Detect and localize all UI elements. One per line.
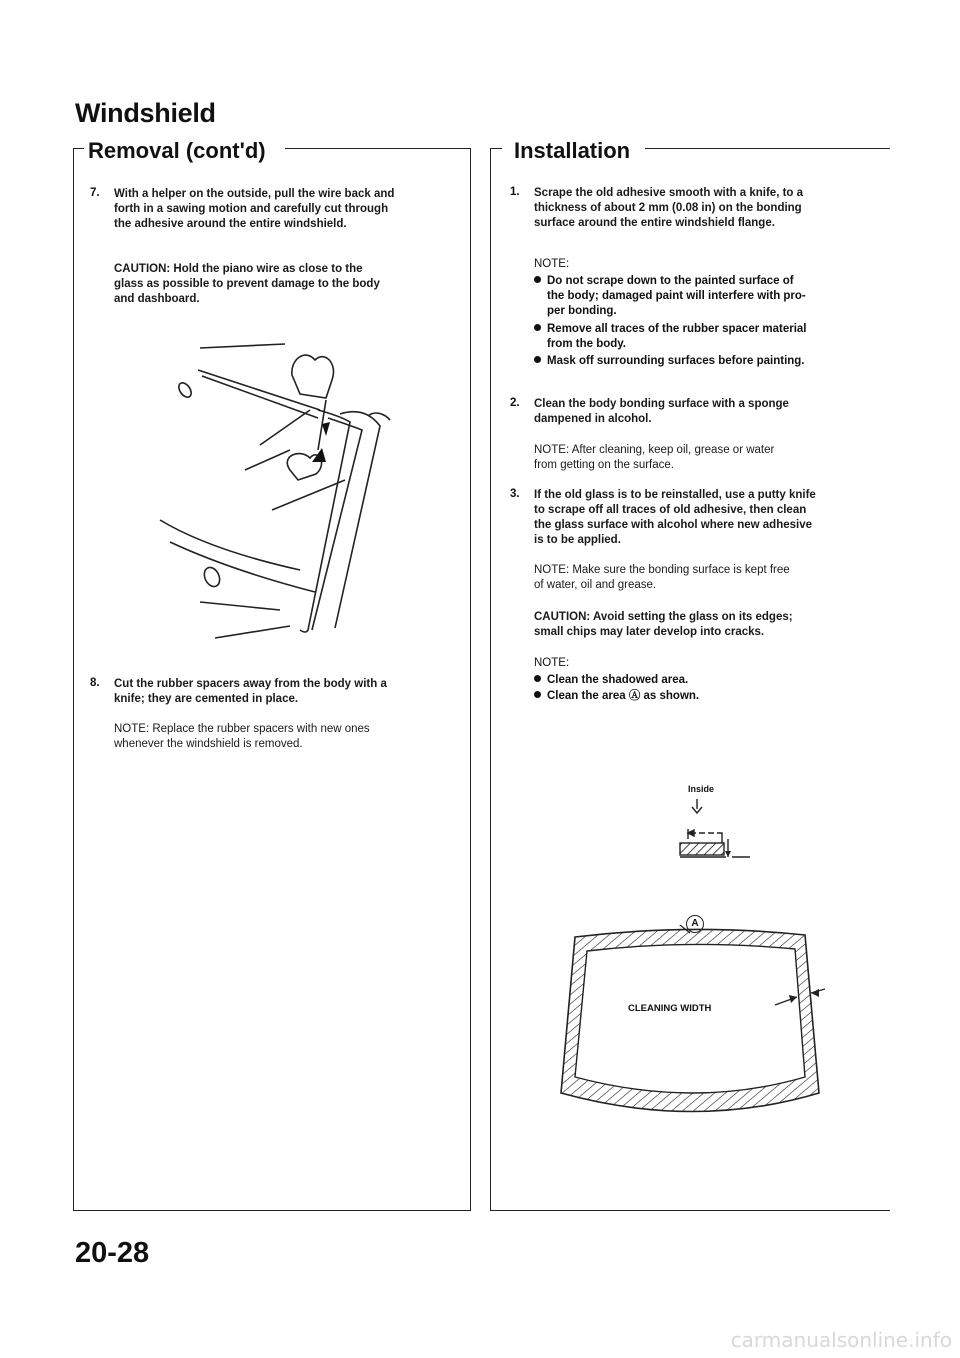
step-2-note: NOTE: After cleaning, keep oil, grease or water from getting on the surface. — [534, 444, 775, 471]
page-title: Windshield — [75, 98, 216, 128]
step-3-text: If the old glass is to be reinstalled, use a putty knife to scrape off all traces of old adhesive, then clean the glass surface with alcohol where new adhesive is to be applied. — [534, 489, 816, 546]
windshield-cleaning-diagram — [555, 925, 825, 1125]
section-title-removal: Removal (cont'd) — [84, 138, 270, 164]
inside-label: Inside — [688, 784, 715, 794]
watermark: carmanualsonline.info — [730, 1328, 952, 1352]
step-7-number: 7. — [90, 187, 100, 199]
step-1-bullet-1: Do not scrape down to the painted surface of the body; damaged paint will interfere with pro- per bonding. — [534, 274, 874, 319]
glass-edge-section-diagram — [670, 795, 770, 875]
right-header-rule-tail — [645, 148, 890, 149]
step-1-text: Scrape the old adhesive smooth with a knife, to a thickness of about 2 mm (0.08 in) on the bonding surface around the entire windshield flange. — [534, 187, 804, 229]
page-number: 20-28 — [75, 1237, 150, 1269]
step-7-text: With a helper on the outside, pull the wire back and forth in a sawing motion and carefully cut through the adhesive around the entire windshield. — [114, 188, 395, 230]
step-1-bullet-3: Mask off surrounding surfaces before painting. — [534, 354, 874, 369]
step-1-note-head: NOTE: — [534, 258, 570, 270]
wire-cut-illustration — [140, 330, 400, 650]
bullet-icon — [534, 675, 541, 682]
right-header-rule — [490, 148, 502, 149]
step-1-number: 1. — [510, 186, 520, 198]
bullet-icon — [534, 356, 541, 363]
callout-a-marker: A — [686, 915, 704, 933]
step-3-bullet-2: Clean the area Ⓐ as shown. — [534, 689, 874, 704]
cleaning-width-label: CLEANING WIDTH — [628, 1003, 712, 1014]
step-3-bullet-1: Clean the shadowed area. — [534, 673, 874, 688]
bullet-icon — [534, 276, 541, 283]
section-title-installation: Installation — [510, 138, 634, 164]
step-3-number: 3. — [510, 488, 520, 500]
step-8-number: 8. — [90, 677, 100, 689]
step-7-caution: CAUTION: Hold the piano wire as close to the glass as possible to prevent damage to the body and dashboard. — [114, 263, 380, 305]
step-3-caution: CAUTION: Avoid setting the glass on its edges; small chips may later develop into cracks. — [534, 611, 793, 638]
step-3-note2-head: NOTE: — [534, 657, 570, 669]
step-3-note: NOTE: Make sure the bonding surface is kept free of water, oil and grease. — [534, 564, 790, 591]
bullet-icon — [534, 691, 541, 698]
left-header-rule-tail — [285, 148, 471, 149]
right-bottom-rule — [490, 1210, 890, 1211]
step-1-bullet-2: Remove all traces of the rubber spacer material from the body. — [534, 322, 874, 352]
step-2-number: 2. — [510, 397, 520, 409]
step-8-text: Cut the rubber spacers away from the body with a knife; they are cemented in place. — [114, 678, 387, 705]
bullet-icon — [534, 324, 541, 331]
step-8-note: NOTE: Replace the rubber spacers with new ones whenever the windshield is removed. — [114, 723, 370, 750]
step-2-text: Clean the body bonding surface with a sponge dampened in alcohol. — [534, 398, 789, 425]
